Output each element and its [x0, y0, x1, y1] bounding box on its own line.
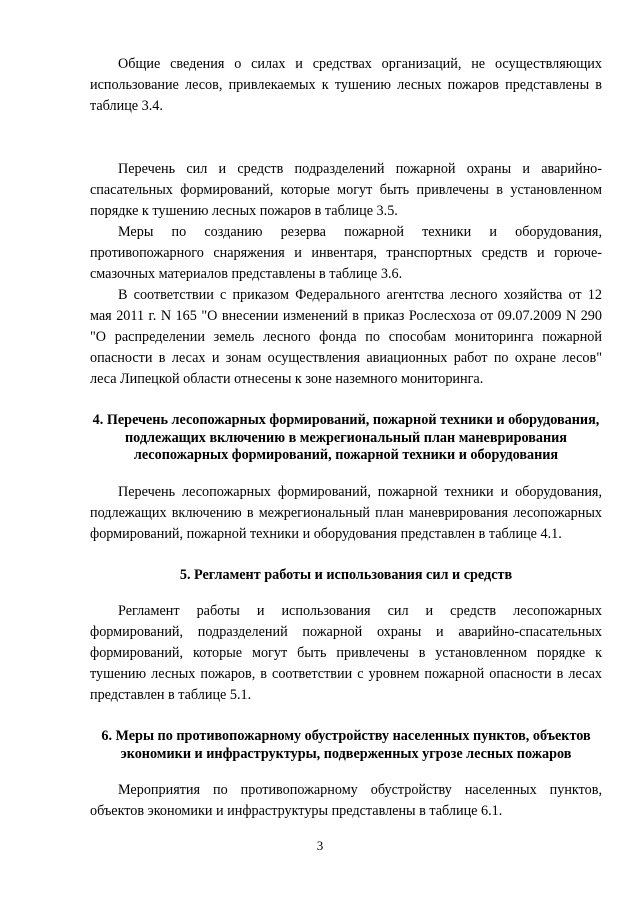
paragraph-reserve-measures: Меры по созданию резерва пожарной техники и оборудования, противопожарного снаряжения и инвентаря, транспортных средств и горюче-смазочных материалов представлены в таблице 3.6. — [90, 224, 602, 282]
section-6-text: Мероприятия по противопожарному обустройству населенных пунктов, объектов экономики и инфраструктуры представлены в таблице 6.1. — [90, 782, 602, 819]
section-4-heading: 4. Перечень лесопожарных формирований, пожарной техники и оборудования, подлежащих включению в межрегиональный план маневрирования лесопожарных формирований, пожарной техники и оборудования — [92, 412, 600, 463]
page-number: 3 — [316, 838, 324, 853]
paragraph-forces-general: Общие сведения о силах и средствах организаций, не осуществляющих использование лесов, привлекаемых к тушению лесных пожаров представлены в таблице 3.4. — [90, 56, 602, 114]
document-page — [90, 54, 602, 822]
section-4-text: Перечень лесопожарных формирований, пожарной техники и оборудования, подлежащих включению в межрегиональный план маневрирования лесопожарных формирований, пожарной техники и оборудования представлен в таблице 4.1. — [90, 483, 602, 542]
section-5-heading: 5. Регламент работы и использования сил и средств — [179, 566, 513, 583]
paragraph-monitoring-zone: В соответствии с приказом Федерального агентства лесного хозяйства от 12 мая 2011 г. N 165 "О внесении изменений в приказ Рослесхоза от 09.07.2009 N 290 "О распределении земель лесного фонда по способам мониторинга пожарной опасности в лесах и зонам осуществления авиационных работ по охране лесов" леса Липецкой области отнесены к зоне наземного мониторинга. — [90, 287, 602, 387]
section-6-heading: 6. Меры по противопожарному обустройству населенных пунктов, объектов экономики и инфраструктуры, подверженных угрозе лесных пожаров — [101, 728, 591, 762]
section-5-text: Регламент работы и использования сил и средств лесопожарных формирований, подразделений пожарной охраны и аварийно-спасательных формирований, которые могут быть привлечены в установленном порядке к тушению лесных пожаров, в соответствии с уровнем пожарной опасности в лесах представлен в таблице 5.1. — [90, 603, 602, 703]
paragraph-fire-units: Перечень сил и средств подразделений пожарной охраны и аварийно-спасательных формирований, которые могут быть привлечены в установленном порядке к тушению лесных пожаров в таблице 3.5. — [90, 161, 602, 219]
